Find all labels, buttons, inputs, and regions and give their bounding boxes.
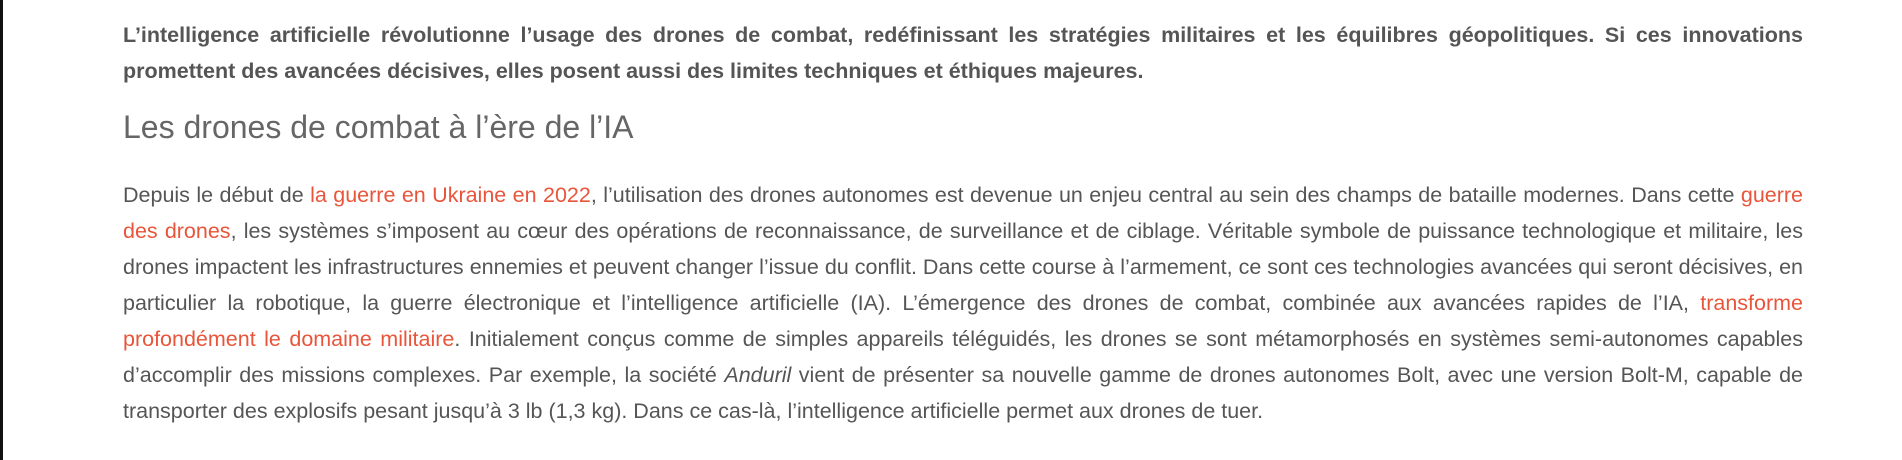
paragraph-text: , les systèmes s’imposent au cœur des opérations de reconnaissance, de surveillance et de ciblage. Véritable symbole de puissance technologique et militaire, les drones impactent les infrastructures ennemies et peuvent changer l’issue du conflit. Dans cette course à l’armement, ce sont ces technologies avancées qui seront décisives, en particulier la robotique, la guerre électronique et l’intelligence artificielle (IA). L’émergence des drones de combat, combinée aux avancées rapides de l’IA, xyxy=(123,219,1803,315)
link-military-transformation[interactable]: transforme profondément le domaine militaire xyxy=(123,291,1803,351)
paragraph-text: , l’utilisation des drones autonomes est devenue un enjeu central au sein des champs de bataille modernes. Dans cette xyxy=(590,183,1741,207)
company-name: Anduril xyxy=(724,363,792,387)
paragraph-text: vient de présenter sa nouvelle gamme de drones autonomes Bolt, avec une version Bolt-M, capable de transporter des explosifs pesant jusqu’à 3 lb (1,3 kg). Dans ce cas-là, l’intelligence artificielle permet aux drones de tuer. xyxy=(123,363,1803,423)
paragraph-text: Depuis le début de xyxy=(123,183,311,207)
section-heading: Les drones de combat à l’ère de l’IA xyxy=(123,109,634,145)
article-content xyxy=(123,0,1803,429)
paragraph-text: . Initialement conçus comme de simples appareils téléguidés, les drones se sont métamorphosés en systèmes semi-autonomes capables d’accomplir des missions complexes. Par exemple, la société xyxy=(123,327,1803,387)
article-paragraph xyxy=(123,177,1803,429)
window-left-edge xyxy=(0,0,3,460)
link-ukraine-war[interactable]: la guerre en Ukraine en 2022 xyxy=(310,183,591,207)
link-drone-war[interactable]: guerre des drones xyxy=(123,183,1804,243)
article-intro: L’intelligence artificielle révolutionne l’usage des drones de combat, redéfinissant les stratégies militaires et les équilibres géopolitiques. Si ces innovations promettent des avancées décisives, elles posent aussi des limites techniques et éthiques majeures. xyxy=(123,23,1803,83)
